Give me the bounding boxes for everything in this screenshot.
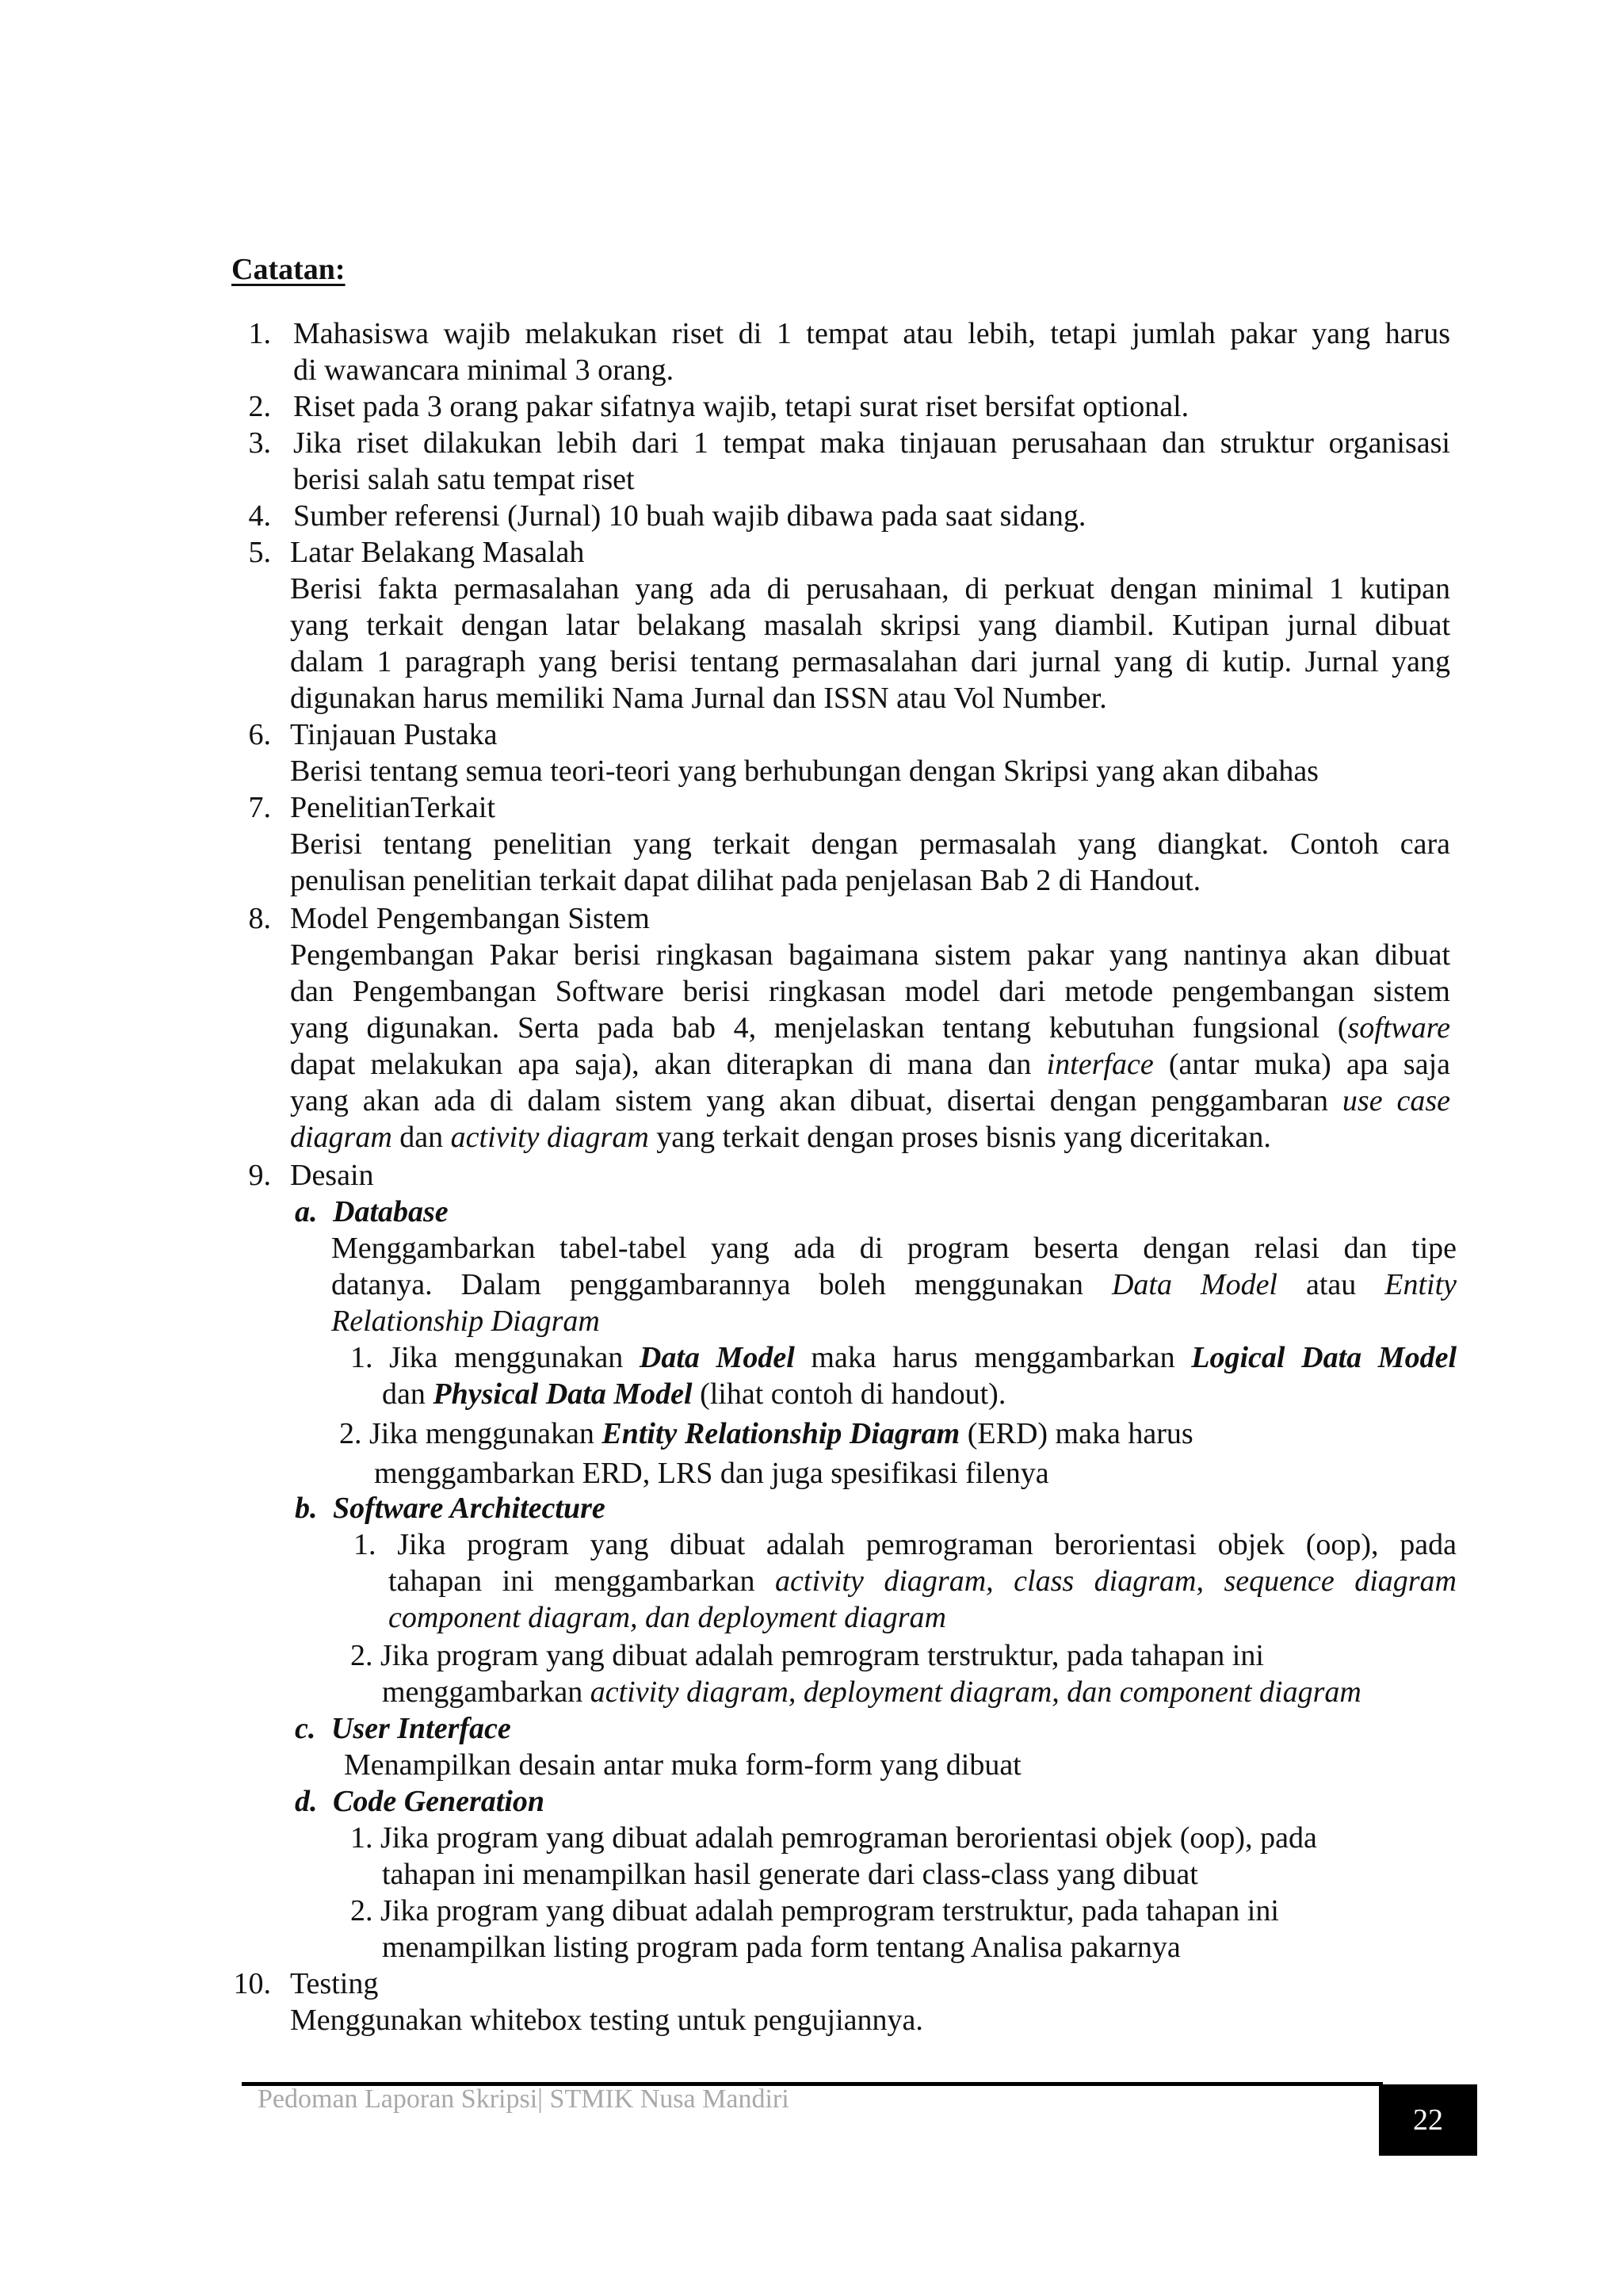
list-text: Berisi fakta permasalahan yang ada di perusahaan, di perkuat dengan minimal 1 kutipan [290, 572, 1450, 606]
sub-section-code-generation [295, 1783, 544, 1820]
list-title: Tinjauan Pustaka [290, 718, 498, 751]
sub-label: d. [295, 1785, 318, 1818]
list-text: digunakan harus memiliki Nama Jurnal dan ISSN atau Vol Number. [290, 682, 1107, 715]
sub-section-database [295, 1194, 449, 1230]
sub-title: Software Architecture [333, 1492, 605, 1525]
list-title: Desain [290, 1159, 374, 1192]
sub-title: Code Generation [333, 1785, 545, 1818]
list-text: Mahasiswa wajib melakukan riset di 1 tempat atau lebih, tetapi jumlah pakar yang harus [293, 317, 1450, 350]
list-title: Testing [290, 1967, 379, 2000]
page-number: 22 [1379, 2084, 1477, 2156]
list-text: Jika riset dilakukan lebih dari 1 tempat maka tinjauan perusahaan dan struktur organisasi [293, 426, 1450, 460]
list-number: 7. [248, 791, 271, 824]
sub-list-item: 1. Jika menggunakan Data Model maka harus menggambarkan Logical Data Model dan Physical Data Model (lihat contoh di handout). [350, 1341, 1457, 1411]
list-number: 4. [248, 499, 271, 533]
list-text: berisi salah satu tempat riset [293, 463, 635, 496]
list-text: Sumber referensi (Jurnal) 10 buah wajib dibawa pada saat sidang. [293, 499, 1086, 533]
list-title: PenelitianTerkait [290, 791, 496, 824]
sub-title: Database [333, 1195, 449, 1228]
list-title: Latar Belakang Masalah [290, 536, 585, 569]
list-text: yang terkait dengan latar belakang masalah skripsi yang diambil. Kutipan jurnal dibuat [290, 609, 1450, 642]
list-number: 1. [248, 317, 271, 350]
list-text: Menggunakan whitebox testing untuk pengujiannya. [290, 2004, 923, 2037]
list-text: di wawancara minimal 3 orang. [293, 353, 674, 387]
sub-list-item: 2. Jika program yang dibuat adalah pemprogram terstruktur, pada tahapan ini menampilkan listing program pada form tentang Analisa pakarnya [350, 1894, 1279, 1964]
list-number: 2. [248, 390, 271, 423]
sub-label: a. [295, 1195, 318, 1228]
list-text: Berisi tentang penelitian yang terkait dengan permasalah yang diangkat. Contoh cara [290, 827, 1450, 861]
list-number: 9. [248, 1159, 271, 1192]
sub-label: c. [295, 1712, 316, 1745]
sub-label: b. [295, 1492, 318, 1525]
sub-list-item: 2. Jika program yang dibuat adalah pemrogram terstruktur, pada tahapan ini menggambarkan activity diagram, deployment diagram, dan component diagram [350, 1639, 1361, 1709]
list-number: 3. [248, 426, 271, 460]
sub-section-software-architecture [295, 1490, 605, 1526]
sub-section-user-interface [295, 1710, 511, 1747]
sub-body: Menggambarkan tabel-tabel yang ada di program beserta dengan relasi dan tipe datanya. Dalam penggambarannya boleh menggunakan Data Model atau Entity Relationship Diagram [331, 1232, 1457, 1338]
sub-list-item: 1. Jika program yang dibuat adalah pemrograman berorientasi objek (oop), pada tahapan ini menampilkan hasil generate dari class-class yang dibuat [350, 1821, 1317, 1891]
notes-heading: Catatan: [231, 253, 346, 286]
list-text: dapat melakukan apa saja), akan diterapkan di mana dan interface (antar muka) apa saja [290, 1048, 1450, 1081]
list-number: 6. [248, 718, 271, 751]
list-text: yang digunakan. Serta pada bab 4, menjelaskan tentang kebutuhan fungsional (software [290, 1011, 1450, 1045]
list-text: dan Pengembangan Software berisi ringkasan model dari metode pengembangan sistem [290, 975, 1450, 1008]
list-text: yang akan ada di dalam sistem yang akan dibuat, disertai dengan penggambaran use case [290, 1084, 1450, 1117]
list-text: Berisi tentang semua teori-teori yang berhubungan dengan Skripsi yang akan dibahas [290, 755, 1319, 788]
list-title: Model Pengembangan Sistem [290, 902, 650, 935]
list-text: dalam 1 paragraph yang berisi tentang permasalahan dari jurnal yang di kutip. Jurnal yang [290, 645, 1450, 678]
list-text: penulisan penelitian terkait dapat dilihat pada penjelasan Bab 2 di Handout. [290, 864, 1201, 897]
list-number: 5. [248, 536, 271, 569]
list-number: 8. [248, 902, 271, 935]
list-text: Riset pada 3 orang pakar sifatnya wajib, tetapi surat riset bersifat optional. [293, 390, 1190, 423]
sub-list-item: 2. Jika menggunakan Entity Relationship Diagram (ERD) maka harus menggambarkan ERD, LRS dan juga spesifikasi filenya [339, 1417, 1193, 1490]
sub-body: Menampilkan desain antar muka form-form yang dibuat [344, 1748, 1022, 1782]
list-number: 10. [233, 1967, 271, 2000]
sub-list-item: 1. Jika program yang dibuat adalah pemrograman berorientasi objek (oop), pada tahapan ini menggambarkan activity diagram, class diagram, sequence diagram component diagram, dan deployment diagram [353, 1528, 1457, 1634]
list-text: Pengembangan Pakar berisi ringkasan bagaimana sistem pakar yang nantinya akan dibuat [290, 938, 1450, 972]
list-text: diagram dan activity diagram yang terkait dengan proses bisnis yang diceritakan. [290, 1121, 1271, 1154]
sub-title: User Interface [330, 1712, 511, 1745]
footer-title: Pedoman Laporan Skripsi| STMIK Nusa Mandiri [258, 2084, 789, 2114]
